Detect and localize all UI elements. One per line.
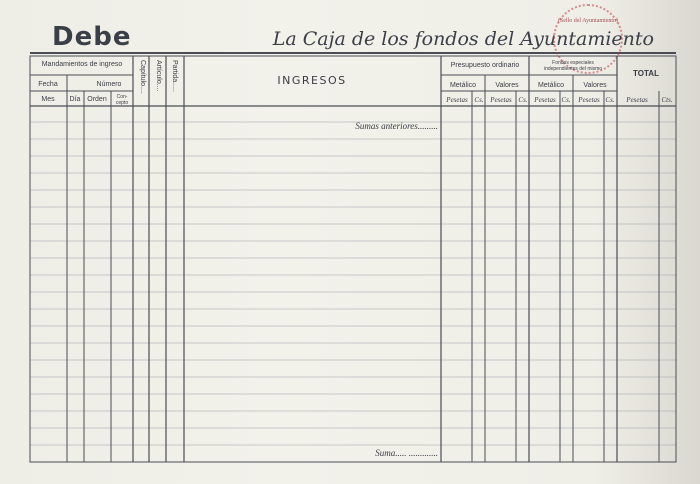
header-orden: Orden bbox=[87, 96, 107, 103]
header-cts-4: Cs. bbox=[605, 96, 615, 104]
header-fondos-2: independientes del mismo bbox=[543, 66, 603, 72]
header-fondos-1: Fondos especiales bbox=[552, 60, 594, 66]
page-title-caja: La Caja de los fondos del Ayuntamiento bbox=[272, 28, 654, 50]
suma-label: Suma..... ............. bbox=[375, 448, 438, 458]
header-total: TOTAL bbox=[633, 69, 659, 78]
header-fecha: Fecha bbox=[38, 81, 58, 88]
header-pesetas-4: Pesetas bbox=[578, 96, 600, 104]
header-concepto-1: Con- bbox=[116, 94, 128, 100]
page-title-debe: Debe bbox=[52, 22, 132, 52]
header-mes: Mes bbox=[41, 96, 55, 103]
header-presupuesto-ordinario: Presupuesto ordinario bbox=[450, 62, 520, 69]
header-concepto-2: cepto bbox=[115, 100, 129, 106]
header-partida: Partida..... bbox=[171, 60, 178, 92]
header-dia: Día bbox=[69, 96, 81, 103]
header-pesetas-3: Pesetas bbox=[534, 96, 556, 104]
header-cts-3: Cs. bbox=[561, 96, 571, 104]
header-metalico-2: Metálico bbox=[537, 82, 565, 89]
header-pesetas-5: Pesetas bbox=[626, 96, 648, 104]
header-articulo: Artículo.... bbox=[155, 60, 162, 92]
header-metalico-1: Metálico bbox=[449, 82, 477, 89]
header-valores-2: Valores bbox=[583, 82, 607, 89]
header-pesetas-1: Pesetas bbox=[446, 96, 468, 104]
header-cts-2: Cs. bbox=[518, 96, 528, 104]
header-cts-1: Cs. bbox=[474, 96, 484, 104]
header-pesetas-2: Pesetas bbox=[490, 96, 512, 104]
header-numero: Número bbox=[96, 81, 122, 88]
header-valores-1: Valores bbox=[495, 82, 519, 89]
header-cts-5: Cts. bbox=[661, 96, 673, 104]
header-mandamientos: Mandamientos de ingreso bbox=[41, 61, 123, 68]
header-capitulo: Capítulo.... bbox=[139, 60, 146, 94]
municipal-seal-stamp: (Sello del Ayuntamiento) bbox=[553, 4, 623, 74]
header-ingresos: INGRESOS bbox=[277, 74, 347, 87]
table-border bbox=[30, 56, 676, 462]
sumas-anteriores-label: Sumas anteriores......... bbox=[355, 121, 438, 131]
